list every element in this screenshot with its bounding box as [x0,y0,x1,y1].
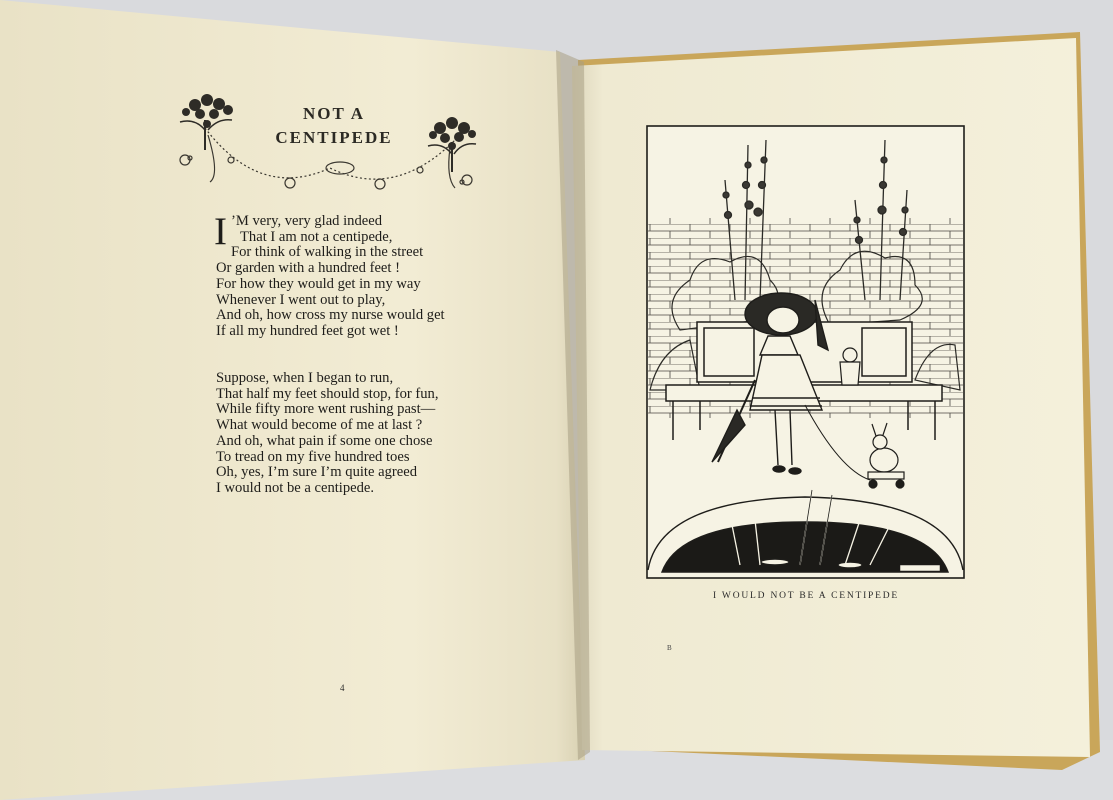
poem-line: That half my feet should stop, for fun, [216,385,439,402]
drop-cap: I [214,210,227,253]
poem-line: To tread on my five hundred toes [216,448,410,465]
poem-line: ’M very, very glad indeed [231,213,383,229]
poem-line: While fifty more went rushing past— [216,401,436,418]
poem-line: What would become of me at last ? [216,417,423,434]
poem-line: Or garden with a hundred feet ! [216,260,400,277]
poem-line: For how they would get in my way [216,275,421,292]
doll [840,348,860,385]
poem-stanza-1 [214,210,516,340]
artist-signature [900,565,940,571]
poem-line: For think of walking in the street [231,244,424,261]
poem-line: If all my hundred feet got wet ! [216,322,399,339]
poem-title-line-2: CENTIPEDE [275,128,393,147]
illustration-caption: I WOULD NOT BE A CENTIPEDE [712,591,900,601]
signature-mark: B [667,644,673,652]
poem-line: That I am not a centipede, [240,228,393,245]
poem-line: Oh, yes, I’m sure I’m quite agreed [216,464,417,481]
poem-stanza-2 [216,371,516,497]
poem-line: Whenever I went out to play, [216,291,386,308]
poem-line: And oh, what pain if some one chose [216,432,433,449]
page-number: 4 [340,683,345,693]
poem-line: I would not be a centipede. [216,479,375,496]
poem-line: Suppose, when I began to run, [216,370,394,386]
poem-line: And oh, how cross my nurse would get [216,307,445,324]
centipede-illustration [647,126,964,578]
poem-title-line-1: NOT A [302,104,366,123]
